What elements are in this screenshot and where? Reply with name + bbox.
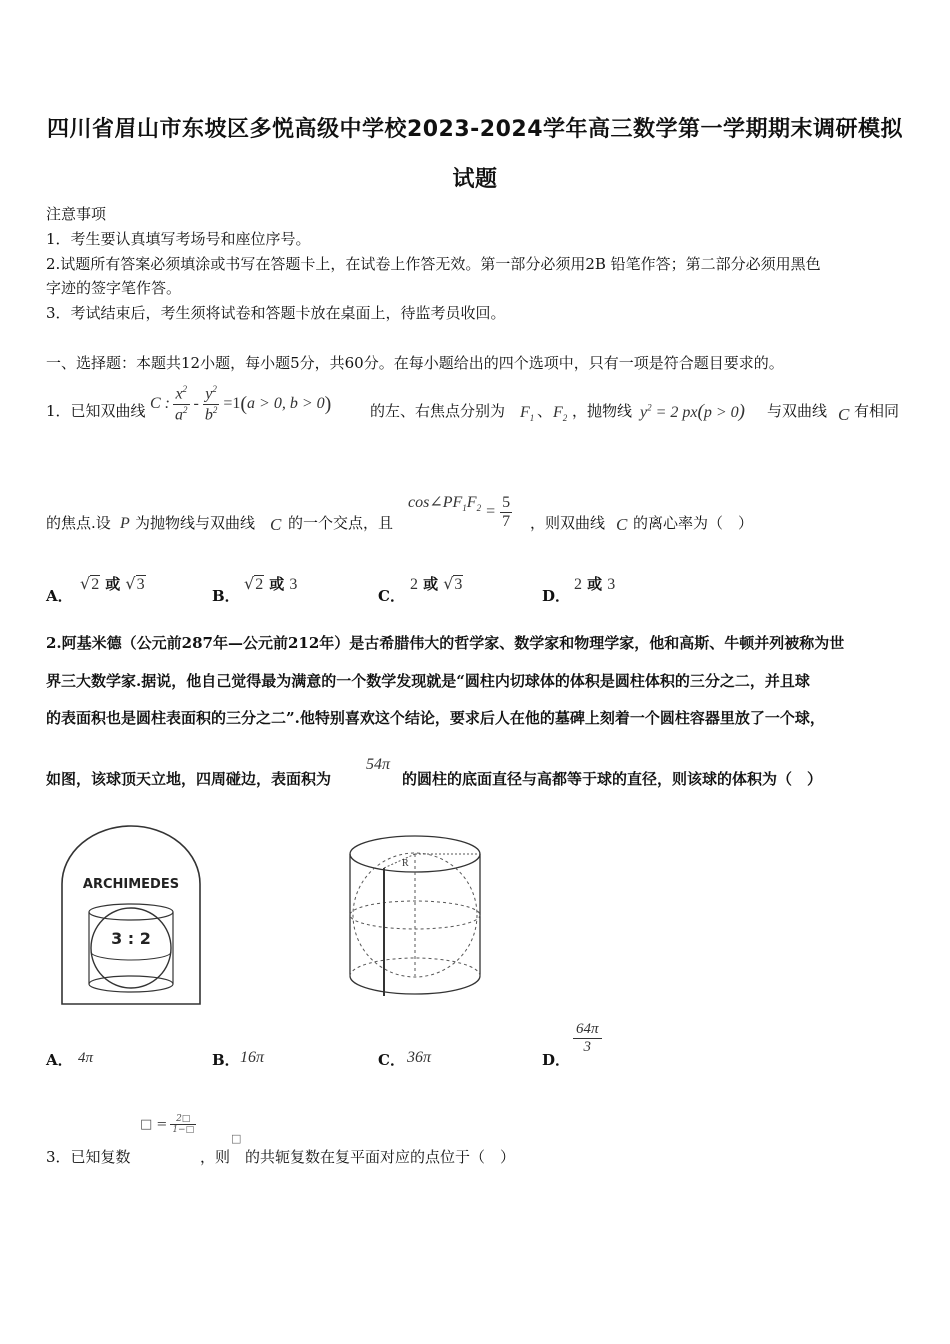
q2-line4a: 如图，该球顶天立地，四周碰边，表面积为 <box>46 770 332 788</box>
q1-fraction-5-7: $\frac{5}{7}$ <box>502 493 511 530</box>
q3-prefix: 3．已知复数 <box>46 1148 131 1166</box>
q1-option-b-value: √2 或 3 <box>244 574 298 593</box>
q1-p-symbol: P <box>120 515 130 532</box>
q2-line4b: 的圆柱的底面直径与高都等于球的直径，则该球的体积为（ ） <box>402 770 823 788</box>
q1-sep: 、 <box>537 402 553 420</box>
archimedes-tomb-figure <box>58 822 204 1008</box>
q1-c-symbol-2: C <box>270 515 282 534</box>
q1-line2-d: ，则双曲线 <box>530 514 606 532</box>
page-title-line1: 四川省眉山市东坡区多悦高级中学校2023-2024学年高三数学第一学期期末调研模拟 <box>46 117 904 142</box>
q1-y2-over-b2: $\frac{y^2}{b^2}$ <box>204 384 218 423</box>
q3-suffix: 的共轭复数在复平面对应的点位于（ ） <box>245 1148 516 1166</box>
q1-cos-formula: $\cos\angle PF_1F_2$ = $\frac{5}{7}$ <box>408 493 511 530</box>
q1-end1: 有相同 <box>854 402 900 420</box>
q2-option-d-value: $\frac{64\pi}{3}$ <box>573 1021 602 1056</box>
q1-hyperbola-formula: C : $\frac{x^2}{a^2}$ - $\frac{y^2}{b^2}$ =1 ( a > 0, b > 0 ) <box>150 384 332 423</box>
q2-line3: 的表面积也是圆柱表面积的三分之二”.他特别喜欢这个结论，要求后人在他的墓碑上刻着一个圆柱容器里放了一个球， <box>46 709 825 727</box>
q3-formula: □ = $\frac{2□}{1-□}$ <box>140 1114 195 1135</box>
q1-c-symbol: C <box>838 405 850 424</box>
q1-option-a-value: √2 或 √3 <box>80 574 145 593</box>
q2-option-b-label: B． <box>212 1051 240 1069</box>
notice-heading: 注意事项 <box>46 205 107 223</box>
cylinder-sphere-figure <box>340 826 490 1002</box>
notice-item-1: 1．考生要认真填写考场号和座位序号。 <box>46 230 311 248</box>
q2-option-c-value: 36π <box>407 1049 432 1066</box>
q1-c-symbol-3: C <box>616 515 628 534</box>
radius-label: R <box>402 858 409 869</box>
q1-f2: $F_2$ <box>553 404 568 424</box>
q2-option-a-label: A． <box>46 1051 73 1069</box>
tomb-ratio-label: 3 : 2 <box>111 929 151 948</box>
tomb-archimedes-label: ARCHIMEDES <box>82 877 180 892</box>
notice-item-2-cont: 字迹的签字笔作答。 <box>46 279 182 297</box>
section-heading: 一、选择题：本题共12小题，每小题5分，共60分。在每小题给出的四个选项中，只有一项是符合题目要求的。 <box>46 354 784 372</box>
q2-option-a-value: 4π <box>78 1050 94 1066</box>
q1-prefix: 1．已知双曲线 <box>46 402 146 420</box>
q2-line1: 2.阿基米德（公元前287年—公元前212年）是古希腊伟大的哲学家、数学家和物理学家，他和高斯、牛顿并列被称为世 <box>46 634 845 652</box>
q2-line2: 界三大数学家.据说，他自己觉得最为满意的一个数学发现就是“圆柱内切球体的体积是圆柱体积的三分之二，并且球 <box>46 672 810 690</box>
q1-x2-over-a2: $\frac{x^2}{a^2}$ <box>175 384 188 423</box>
q2-area: 54π <box>366 756 391 773</box>
q1-mid2: ，抛物线 <box>572 402 633 420</box>
q1-line2-b: 为抛物线与双曲线 <box>135 514 256 532</box>
notice-item-3: 3．考试结束后，考生须将试卷和答题卡放在桌面上，待监考员收回。 <box>46 304 506 322</box>
q1-option-b-label: B． <box>212 587 240 605</box>
q1-line2-c: 的一个交点，且 <box>288 514 394 532</box>
q2-option-c-label: C． <box>378 1051 405 1069</box>
q3-mid: ，则 <box>200 1148 231 1166</box>
q1-condition: a > 0, b > 0 <box>247 395 325 412</box>
q1-mid3: 与双曲线 <box>767 402 828 420</box>
q1-mid1: 的左、右焦点分别为 <box>370 402 506 420</box>
q1-option-d-value: 2 或 3 <box>574 575 616 593</box>
q1-line2-a: 的焦点.设 <box>46 514 111 532</box>
q2-option-b-value: 16π <box>240 1049 265 1066</box>
q1-parabola: $y^2 = 2$ px(p > 0) <box>640 401 745 422</box>
q1-option-c-value: 2 或 √3 <box>410 574 463 593</box>
q1-option-a-label: A． <box>46 587 73 605</box>
q2-option-d-label: D． <box>542 1051 571 1069</box>
q1-line2-e: 的离心率为（ ） <box>633 514 754 532</box>
q3-box-symbol: □ <box>231 1132 242 1145</box>
notice-item-2: 2.试题所有答案必须填涂或书写在答题卡上，在试卷上作答无效。第一部分必须用2B 铅笔作答；第二部分必须用黑色 <box>46 255 821 273</box>
q1-c-label: C : <box>150 395 170 412</box>
q1-option-c-label: C． <box>378 587 405 605</box>
q1-f1: $F_1$ <box>520 404 535 424</box>
q1-minus: - <box>193 395 199 412</box>
page-title-line2: 试题 <box>452 167 498 192</box>
q1-eq-one: =1 <box>223 395 241 412</box>
q1-option-d-label: D． <box>542 587 571 605</box>
